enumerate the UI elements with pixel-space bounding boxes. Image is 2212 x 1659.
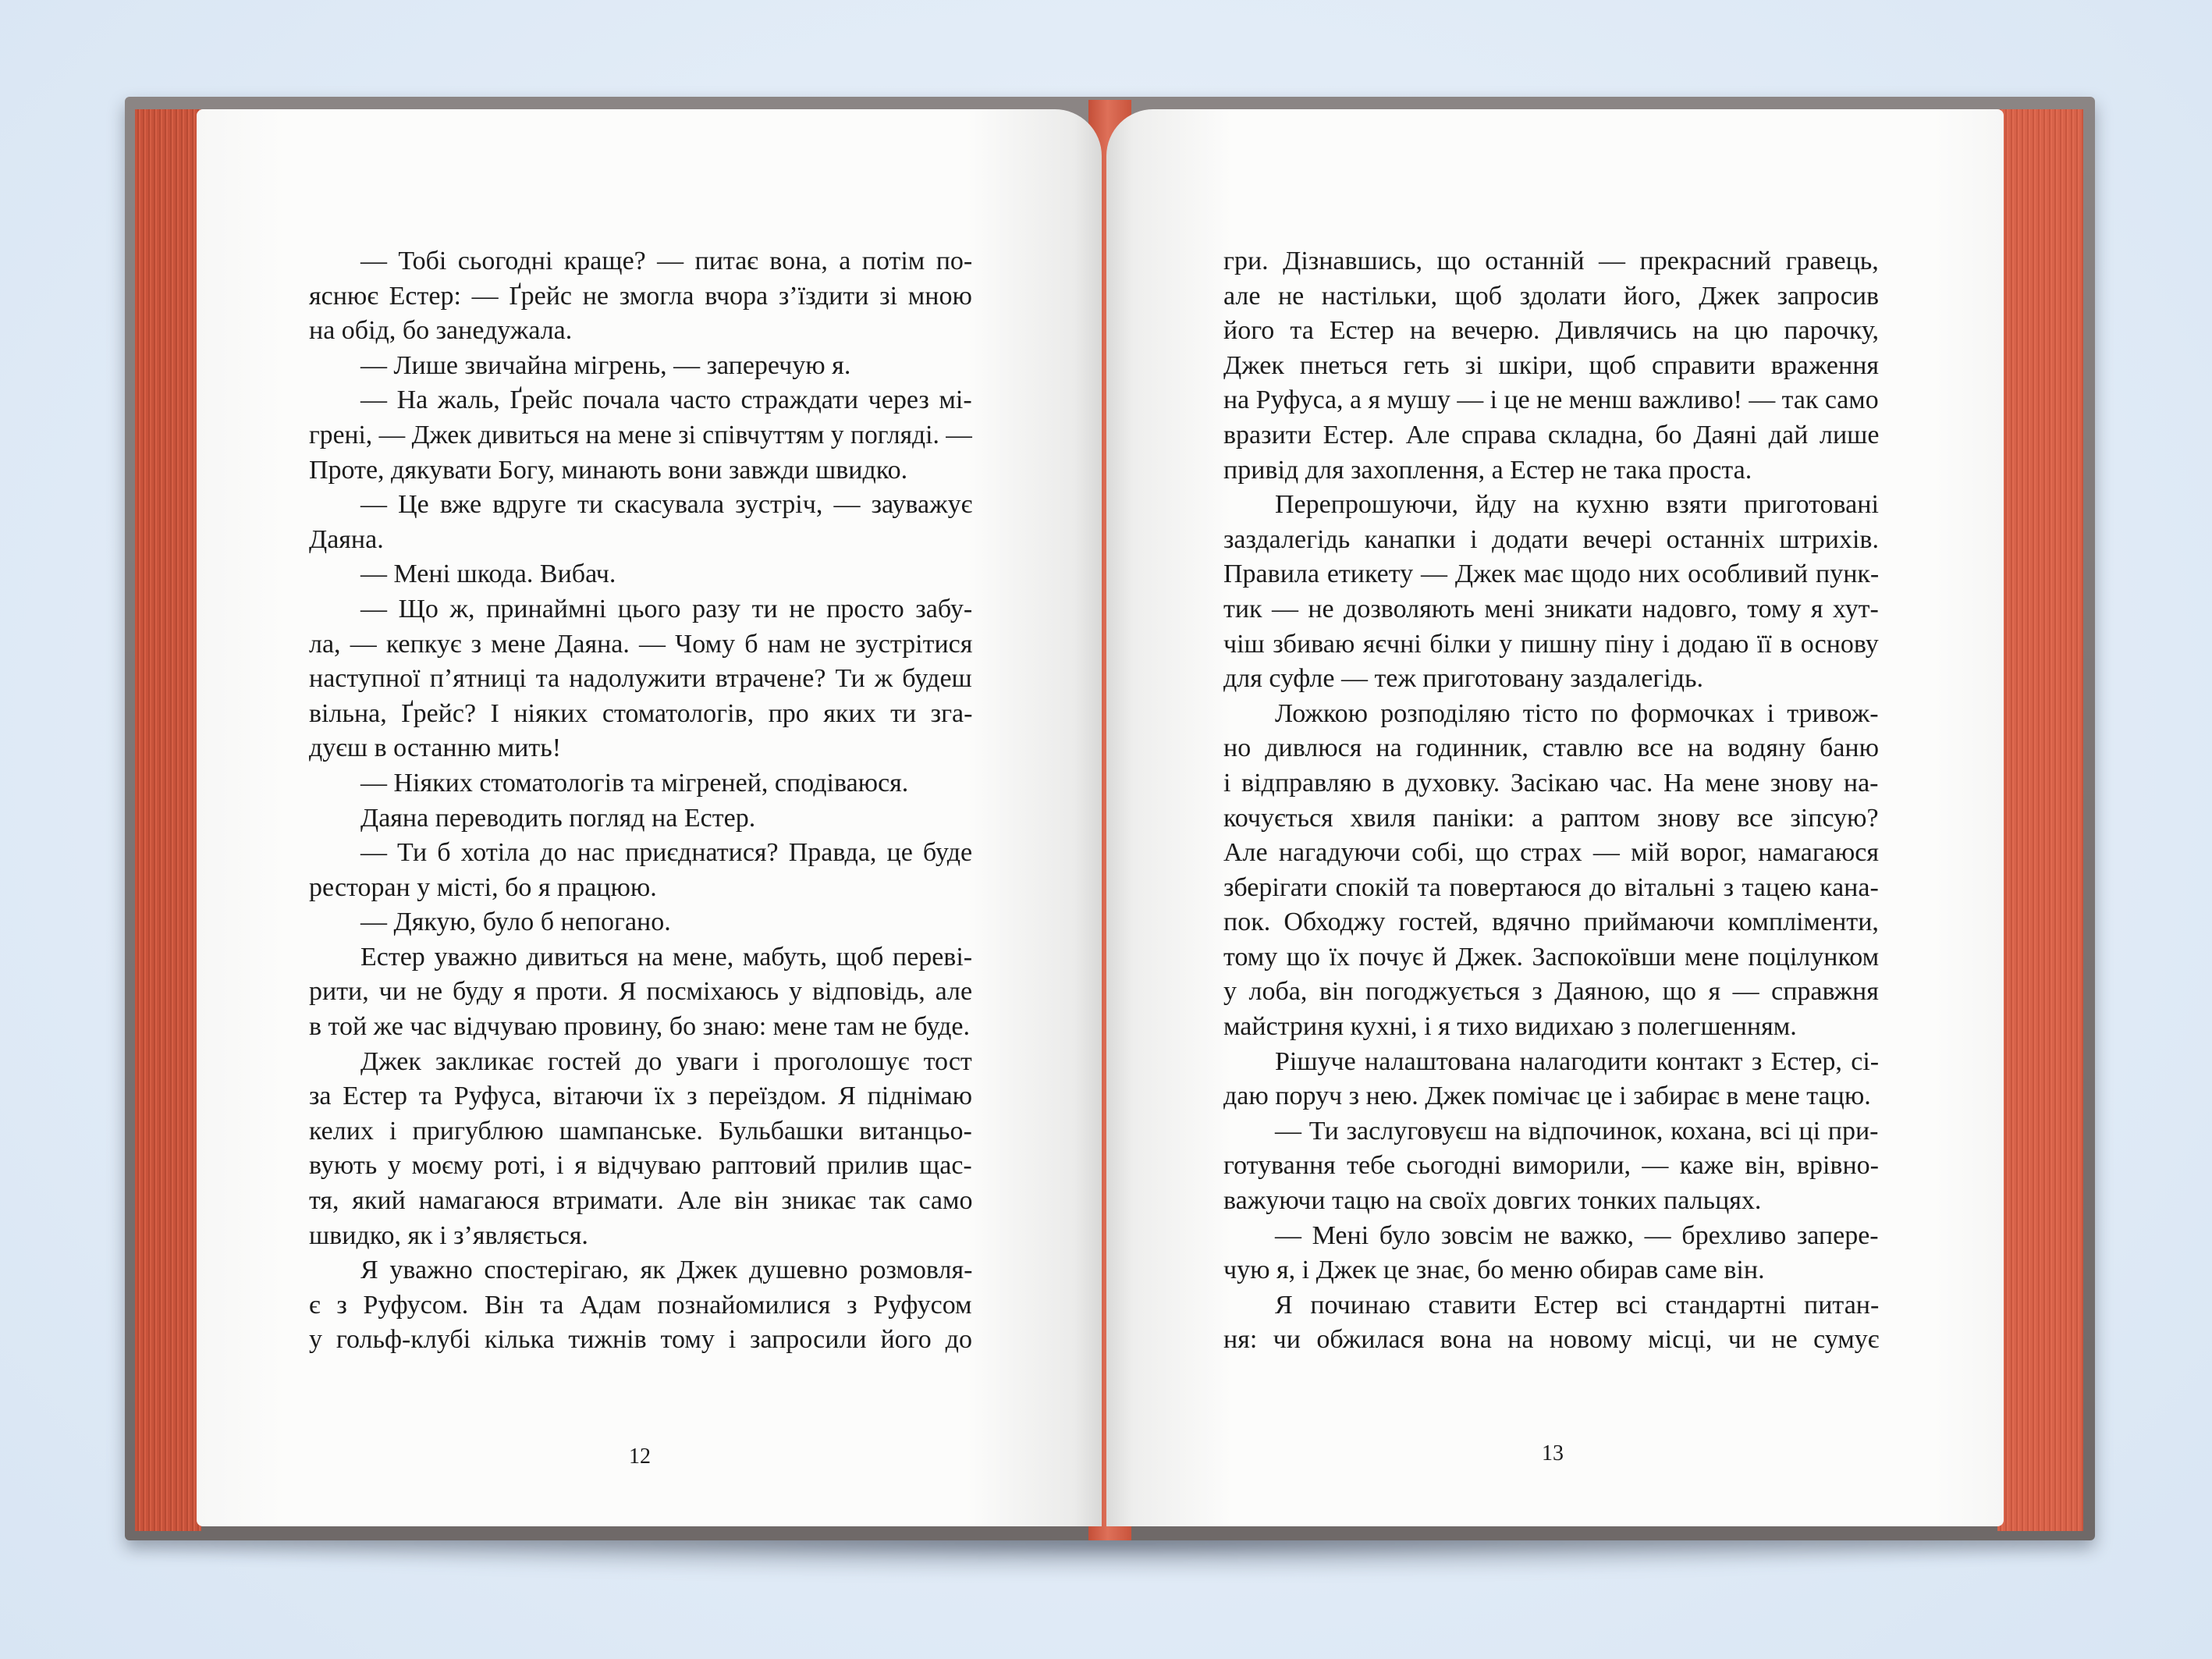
text-line: на обід, бо занедужала.	[309, 316, 573, 346]
text-line: — На жаль, Ґрейс почала часто страждати через мі-	[360, 385, 972, 415]
text-line: келих і пригублюю шампанське. Бульбашки витанцьо-	[309, 1116, 972, 1146]
text-line: пок. Обходжу гостей, вдячно приймаючи компліменти,	[1223, 908, 1879, 937]
text-line: на Руфуса, а я мушу — і це не менш важливо! — так само	[1223, 385, 1879, 415]
text-line: яснює Естер: — Ґрейс не змогла вчора з’їздити зі мною	[309, 281, 972, 311]
text-line: важуючи тацю на своїх довгих тонких пальцях.	[1223, 1186, 1762, 1216]
text-line: зберігати спокій та повертаюся до вітальні з тацею кана-	[1223, 872, 1879, 902]
text-line: дуєш в останню мить!	[309, 734, 562, 763]
text-line: — Що ж, принаймні цього разу ти не просто забу-	[360, 594, 973, 623]
text-line: його та Естер на вечерю. Дивлячись на цю парочку,	[1223, 316, 1879, 346]
text-line: тому що їх почує й Джек. Заспокоївши мене поцілунком	[1223, 942, 1880, 972]
text-line: Естер уважно дивиться на мене, мабуть, щоб переві-	[360, 942, 973, 972]
text-line: але не настільки, щоб здолати його, Джек запросив	[1223, 281, 1880, 311]
text-line: готування тебе сьогодні виморили, — каже він, врівно-	[1223, 1151, 1879, 1181]
text-line: — Лише звичайна мігрень, — заперечую я.	[360, 350, 851, 380]
text-line: Джек закликає гостей до уваги і проголошує тост	[360, 1046, 972, 1076]
text-line: вують у моєму роті, і я відчуваю раптовий прилив щас-	[309, 1151, 972, 1181]
text-line: вразити Естер. Але справа складна, бо Даяні дай лише	[1223, 420, 1880, 449]
text-line: чіш збиваю яєчні білки у пишну піну і додаю її в основу	[1223, 629, 1879, 659]
text-line: чую я, і Джек це знає, бо меню обирав саме він.	[1223, 1256, 1765, 1285]
text-line: Я уважно спостерігаю, як Джек душевно розмовля-	[360, 1256, 973, 1285]
text-line: Але нагадуючи собі, що страх — мій ворог, намагаюся	[1223, 838, 1880, 868]
text-line: — Мені було зовсім не важко, — брехливо запере-	[1275, 1220, 1879, 1250]
text-line: — Дякую, було б непогано.	[360, 908, 671, 937]
text-line: Ложкою розподіляю тісто по формочках і тривож-	[1275, 698, 1879, 728]
text-line: ла, — кепкує з мене Даяна. — Чому б нам не зустрітися	[309, 629, 973, 659]
text-line: наступної п’ятниці та надолужити втрачене? Ти ж будеш	[309, 664, 972, 694]
text-line: тя, який намагаюся втримати. Але він зникає так само	[309, 1186, 973, 1216]
text-line: привід для захоплення, а Естер не така проста.	[1223, 455, 1752, 485]
text-line: тик — не дозволяють мені зникати надовго, тому я хут-	[1223, 594, 1879, 623]
text-line: швидко, як і з’являється.	[309, 1220, 588, 1250]
right-page-number: 13	[1542, 1441, 1564, 1465]
text-line: Рішуче налаштована налагодити контакт з Естер, сі-	[1275, 1046, 1880, 1076]
text-line: майстриня кухні, і я тихо видихаю з полегшенням.	[1223, 1012, 1797, 1042]
text-line: є з Руфусом. Він та Адам познайомилися з Руфусом	[309, 1290, 972, 1320]
text-line: — Мені шкода. Вибач.	[360, 560, 616, 589]
text-line: у лоба, він погоджується з Даяною, що я — справжня	[1223, 977, 1879, 1007]
text-line: гри. Дізнавшись, що останній — прекрасний гравець,	[1223, 247, 1879, 275]
text-line: грені, — Джек дивиться на мене зі співчуттям у погляді. —	[309, 420, 972, 449]
text-line: рити, чи не буду я проти. Я посміхаюсь у відповідь, але	[309, 977, 973, 1007]
text-line: вільна, Ґрейс? І ніяких стоматологів, про яких ти зга-	[309, 698, 973, 728]
text-line: но дивлюся на годинник, ставлю все на водяну баню	[1223, 734, 1880, 763]
text-line: ня: чи обжилася вона на новому місці, чи не сумує	[1223, 1325, 1880, 1355]
text-line: для суфле — теж приготовану заздалегідь.	[1223, 664, 1704, 694]
text-line: — Ніяких стоматологів та мігреней, сподіваюся.	[360, 768, 909, 798]
text-line: Даяна переводить погляд на Естер.	[360, 803, 756, 833]
text-line: Перепрошуючи, йду на кухню взяти приготовані	[1275, 490, 1879, 520]
text-line: Я починаю ставити Естер всі стандартні питан-	[1275, 1290, 1880, 1320]
text-line: даю поруч з нею. Джек помічає це і забирає в мене тацю.	[1223, 1082, 1871, 1111]
page-edges-right	[1997, 109, 2083, 1531]
text-line: в той же час відчуваю провину, бо знаю: мене там не буде.	[309, 1012, 970, 1042]
text-line: Правила етикету — Джек має щодо них особливий пунк-	[1223, 560, 1880, 589]
page-edges-left	[135, 109, 201, 1531]
text-line: — Це вже вдруге ти скасувала зустріч, — зауважує	[360, 490, 973, 520]
right-page-text	[1223, 244, 1879, 1358]
text-line: за Естер та Руфуса, вітаючи їх з переїздом. Я піднімаю	[309, 1082, 972, 1111]
text-line: — Ти заслуговуєш на відпочинок, кохана, всі ці при-	[1275, 1116, 1879, 1146]
text-line: Проте, дякувати Богу, минають вони завжди швидко.	[309, 455, 908, 485]
text-line: — Тобі сьогодні краще? — питає вона, а потім по-	[360, 247, 973, 275]
text-line: Даяна.	[309, 524, 384, 554]
text-line: кочується хвиля паніки: а раптом знову все зіпсую?	[1223, 803, 1879, 833]
text-line: ресторан у місті, бо я працюю.	[309, 872, 657, 902]
text-line: у гольф-клубі кілька тижнів тому і запросили його до	[309, 1325, 972, 1355]
text-line: і відправляю в духовку. Засікаю час. На мене знову на-	[1223, 768, 1879, 798]
left-page-number: 12	[629, 1444, 651, 1469]
text-line: Джек пнеться геть зі шкіри, щоб справити враження	[1223, 350, 1880, 380]
text-line: заздалегідь канапки і додати вечері останніх штрихів.	[1223, 524, 1879, 554]
text-line: — Ти б хотіла до нас приєднатися? Правда, це буде	[360, 838, 973, 868]
left-page-text	[309, 244, 972, 1358]
